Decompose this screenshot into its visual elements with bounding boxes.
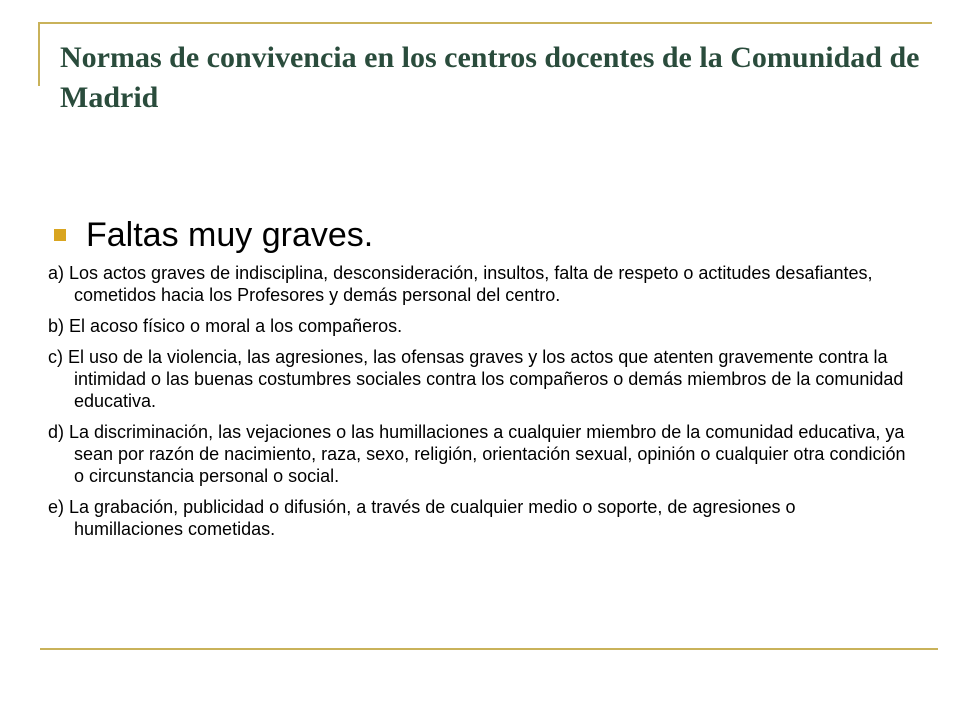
list-item-c: c) El uso de la violencia, las agresiones, las ofensas graves y los actos que atenten gravemente contra la intimidad o las buenas costumbres sociales contra los compañeros o demás miembros de la comunidad educativa.	[48, 347, 904, 411]
square-bullet-icon	[54, 229, 66, 241]
slide-title: Normas de convivencia en los centros docentes de la Comunidad de Madrid	[60, 41, 920, 114]
list-item-a: a) Los actos graves de indisciplina, desconsideración, insultos, falta de respeto o actitudes desafiantes, cometidos hacia los Profesores y demás personal del centro.	[48, 263, 873, 305]
list-item-d: d) La discriminación, las vejaciones o las humillaciones a cualquier miembro de la comunidad educativa, ya sean por razón de nacimiento, raza, sexo, religión, orientación sexual, opinión o cualquier otra condición o circunstancia personal o social.	[48, 422, 906, 486]
list-item-e: e) La grabación, publicidad o difusión, a través de cualquier medio o soporte, de agresiones o humillaciones cometidas.	[48, 497, 796, 539]
list-item-b: b) El acoso físico o moral a los compañeros.	[48, 316, 403, 336]
left-divider	[38, 22, 40, 86]
bullet-heading	[54, 215, 373, 255]
bottom-divider	[40, 648, 938, 650]
item-list	[48, 262, 908, 549]
heading-text: Faltas muy graves.	[86, 216, 374, 254]
top-divider	[40, 22, 932, 24]
